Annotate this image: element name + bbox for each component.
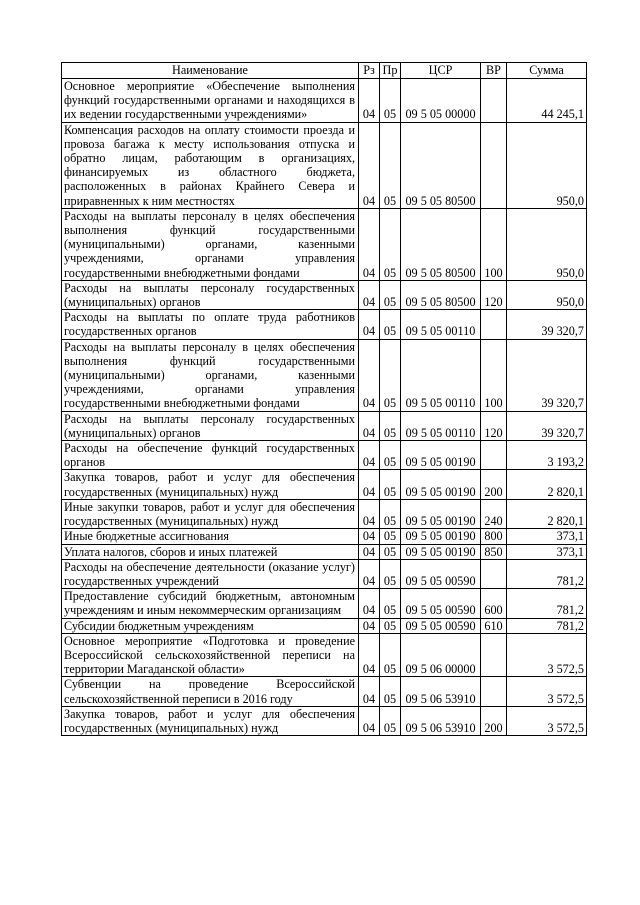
cell-csr: 09 5 05 00190 — [401, 470, 481, 499]
header-pr: Пр — [380, 63, 401, 79]
cell-pr: 05 — [380, 559, 401, 588]
table-header-row — [62, 63, 587, 79]
header-sum: Сумма — [507, 63, 587, 79]
cell-rz: 04 — [359, 544, 380, 559]
table-row — [62, 339, 587, 411]
cell-rz: 04 — [359, 499, 380, 528]
cell-vr: 120 — [481, 411, 507, 440]
cell-vr — [481, 559, 507, 588]
cell-pr: 05 — [380, 411, 401, 440]
cell-vr — [481, 79, 507, 123]
cell-name: Расходы на выплаты персоналу государственных (муниципальных) органов — [62, 280, 359, 309]
cell-sum: 3 572,5 — [507, 706, 587, 735]
cell-sum: 781,2 — [507, 559, 587, 588]
cell-rz: 04 — [359, 589, 380, 618]
cell-name: Иные бюджетные ассигнования — [62, 529, 359, 544]
cell-vr — [481, 310, 507, 339]
cell-name: Основное мероприятие «Подготовка и проведение Всероссийской сельскохозяйственной переписи на территории Магаданской области» — [62, 633, 359, 677]
cell-pr: 05 — [380, 499, 401, 528]
table-row — [62, 79, 587, 123]
cell-rz: 04 — [359, 411, 380, 440]
cell-rz: 04 — [359, 470, 380, 499]
cell-pr: 05 — [380, 618, 401, 633]
cell-name: Иные закупки товаров, работ и услуг для обеспечения государственных (муниципальных) нужд — [62, 499, 359, 528]
cell-sum: 2 820,1 — [507, 499, 587, 528]
cell-vr: 850 — [481, 544, 507, 559]
cell-name: Компенсация расходов на оплату стоимости проезда и провоза багажа к месту использования отпуска и обратно лицам, работающим в организациях, финансируемых из областного бюджета, расположенных в районах Крайнего Севера и приравненных к ним местностях — [62, 122, 359, 208]
cell-rz: 04 — [359, 633, 380, 677]
cell-pr: 05 — [380, 310, 401, 339]
cell-rz: 04 — [359, 677, 380, 706]
cell-pr: 05 — [380, 470, 401, 499]
cell-pr: 05 — [380, 79, 401, 123]
cell-csr: 09 5 05 00190 — [401, 441, 481, 470]
cell-sum: 3 572,5 — [507, 677, 587, 706]
cell-vr — [481, 677, 507, 706]
cell-pr: 05 — [380, 589, 401, 618]
cell-csr: 09 5 05 00190 — [401, 529, 481, 544]
cell-vr: 610 — [481, 618, 507, 633]
cell-csr: 09 5 06 00000 — [401, 633, 481, 677]
cell-name: Расходы на выплаты по оплате труда работников государственных органов — [62, 310, 359, 339]
cell-rz: 04 — [359, 122, 380, 208]
cell-sum: 44 245,1 — [507, 79, 587, 123]
cell-csr: 09 5 05 80500 — [401, 122, 481, 208]
cell-sum: 39 320,7 — [507, 411, 587, 440]
cell-rz: 04 — [359, 310, 380, 339]
cell-rz: 04 — [359, 529, 380, 544]
cell-csr: 09 5 05 00590 — [401, 618, 481, 633]
cell-pr: 05 — [380, 122, 401, 208]
cell-pr: 05 — [380, 280, 401, 309]
cell-pr: 05 — [380, 633, 401, 677]
table-row — [62, 589, 587, 618]
cell-vr: 100 — [481, 208, 507, 280]
cell-pr: 05 — [380, 706, 401, 735]
cell-csr: 09 5 05 00110 — [401, 411, 481, 440]
cell-csr: 09 5 06 53910 — [401, 677, 481, 706]
cell-rz: 04 — [359, 441, 380, 470]
table-row — [62, 529, 587, 544]
table-row — [62, 411, 587, 440]
cell-vr: 200 — [481, 706, 507, 735]
cell-sum: 781,2 — [507, 589, 587, 618]
table-body — [62, 79, 587, 736]
table-row — [62, 122, 587, 208]
cell-sum: 781,2 — [507, 618, 587, 633]
cell-vr: 240 — [481, 499, 507, 528]
table-row — [62, 618, 587, 633]
cell-sum: 950,0 — [507, 280, 587, 309]
header-rz: Рз — [359, 63, 380, 79]
cell-name: Расходы на обеспечение функций государственных органов — [62, 441, 359, 470]
cell-vr: 600 — [481, 589, 507, 618]
cell-sum: 373,1 — [507, 529, 587, 544]
budget-table — [61, 62, 587, 736]
cell-name: Основное мероприятие «Обеспечение выполнения функций государственными органами и находящихся в их ведении государственными учреждениями» — [62, 79, 359, 123]
cell-sum: 2 820,1 — [507, 470, 587, 499]
table-row — [62, 441, 587, 470]
cell-pr: 05 — [380, 544, 401, 559]
cell-vr — [481, 633, 507, 677]
cell-sum: 39 320,7 — [507, 310, 587, 339]
cell-name: Субвенции на проведение Всероссийской сельскохозяйственной переписи в 2016 году — [62, 677, 359, 706]
cell-vr — [481, 122, 507, 208]
header-vr: ВР — [481, 63, 507, 79]
table-row — [62, 559, 587, 588]
cell-pr: 05 — [380, 208, 401, 280]
cell-sum: 950,0 — [507, 122, 587, 208]
header-csr: ЦСР — [401, 63, 481, 79]
table-row — [62, 633, 587, 677]
table-row — [62, 310, 587, 339]
cell-sum: 39 320,7 — [507, 339, 587, 411]
table-row — [62, 706, 587, 735]
cell-rz: 04 — [359, 280, 380, 309]
cell-rz: 04 — [359, 79, 380, 123]
cell-sum: 373,1 — [507, 544, 587, 559]
cell-vr: 100 — [481, 339, 507, 411]
cell-csr: 09 5 05 80500 — [401, 280, 481, 309]
cell-name: Расходы на выплаты персоналу в целях обеспечения выполнения функций государственными (муниципальными) органами, казенными учреждениями, органами управления государственными внебюджетными фондами — [62, 339, 359, 411]
cell-pr: 05 — [380, 441, 401, 470]
cell-sum: 3 193,2 — [507, 441, 587, 470]
cell-rz: 04 — [359, 339, 380, 411]
cell-pr: 05 — [380, 677, 401, 706]
table-row — [62, 470, 587, 499]
cell-csr: 09 5 05 80500 — [401, 208, 481, 280]
table-row — [62, 499, 587, 528]
cell-rz: 04 — [359, 706, 380, 735]
cell-csr: 09 5 05 00110 — [401, 310, 481, 339]
cell-vr: 800 — [481, 529, 507, 544]
cell-name: Расходы на выплаты персоналу в целях обеспечения выполнения функций государственными (муниципальными) органами, казенными учреждениями, органами управления государственными внебюджетными фондами — [62, 208, 359, 280]
cell-csr: 09 5 05 00590 — [401, 559, 481, 588]
cell-name: Уплата налогов, сборов и иных платежей — [62, 544, 359, 559]
cell-csr: 09 5 06 53910 — [401, 706, 481, 735]
cell-vr: 200 — [481, 470, 507, 499]
cell-csr: 09 5 05 00000 — [401, 79, 481, 123]
cell-pr: 05 — [380, 529, 401, 544]
header-name: Наименование — [62, 63, 359, 79]
cell-vr: 120 — [481, 280, 507, 309]
cell-name: Предоставление субсидий бюджетным, автономным учреждениям и иным некоммерческим организациям — [62, 589, 359, 618]
cell-csr: 09 5 05 00110 — [401, 339, 481, 411]
cell-name: Закупка товаров, работ и услуг для обеспечения государственных (муниципальных) нужд — [62, 470, 359, 499]
cell-sum: 3 572,5 — [507, 633, 587, 677]
cell-csr: 09 5 05 00190 — [401, 499, 481, 528]
cell-name: Субсидии бюджетным учреждениям — [62, 618, 359, 633]
cell-rz: 04 — [359, 559, 380, 588]
cell-rz: 04 — [359, 208, 380, 280]
cell-sum: 950,0 — [507, 208, 587, 280]
table-row — [62, 677, 587, 706]
cell-name: Закупка товаров, работ и услуг для обеспечения государственных (муниципальных) нужд — [62, 706, 359, 735]
cell-name: Расходы на обеспечение деятельности (оказание услуг) государственных учреждений — [62, 559, 359, 588]
cell-csr: 09 5 05 00590 — [401, 589, 481, 618]
cell-csr: 09 5 05 00190 — [401, 544, 481, 559]
table-row — [62, 280, 587, 309]
table-row — [62, 208, 587, 280]
cell-vr — [481, 441, 507, 470]
cell-name: Расходы на выплаты персоналу государственных (муниципальных) органов — [62, 411, 359, 440]
table-row — [62, 544, 587, 559]
cell-rz: 04 — [359, 618, 380, 633]
cell-pr: 05 — [380, 339, 401, 411]
